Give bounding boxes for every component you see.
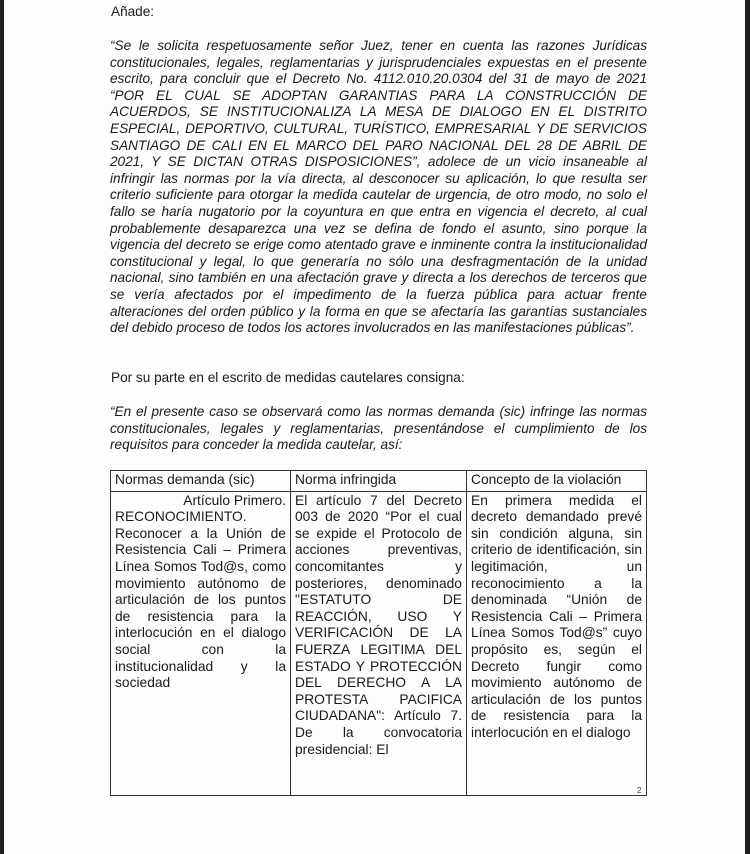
header-norma-infringida: Norma infringida	[291, 471, 467, 492]
document-page	[4, 0, 745, 854]
article-heading: Artículo Primero.	[183, 492, 286, 508]
middle-paragraph: Por su parte en el escrito de medidas cautelares consigna:	[111, 370, 465, 385]
page-number: 2	[637, 786, 642, 795]
article-body: Reconocer a la Unión de Resistencia Cali – Primera Línea Somos Tod@s, como movimiento autónomo de articulación de los puntos de resistencia para la interlocución en el dialogo social con la institucionalidad y la sociedad	[115, 525, 286, 691]
cell-normas-demanda	[111, 491, 291, 795]
header-concepto-violacion: Concepto de la violación	[467, 471, 647, 492]
table-header-row	[111, 471, 647, 492]
article-title: RECONOCIMIENTO.	[115, 509, 247, 525]
violations-table	[110, 470, 647, 796]
table-row	[111, 491, 647, 795]
header-normas-demanda: Normas demanda (sic)	[111, 471, 291, 492]
cell-norma-infringida: El artículo 7 del Decreto 003 de 2020 “Por el cual se expide el Protocolo de acciones preventivas, concomitantes y posteriores, denominado "ESTATUTO DE REACCIÓN, USO Y VERIFICACIÓN DE LA FUERZA LEGITIMA DEL ESTADO Y PROTECCIÓN DEL DERECHO A LA PROTESTA PACIFICA CIUDADANA": Artículo 7. De la convocatoria presidencial: El	[291, 491, 467, 795]
intro-text: Añade:	[111, 4, 155, 19]
quoted-measures-paragraph: “En el presente caso se observará como las normas demanda (sic) infringe las normas constitucionales, legales y reglamentarias, presentándose el cumplimiento de los requisitos para conceder la medida cautelar, así:	[110, 404, 647, 453]
cell-concepto-violacion: En primera medida el decreto demandado prevé sin condición alguna, sin criterio de identificación, sin legitimación, un reconocimiento a la denominada “Unión de Resistencia Cali – Primera Línea Somos Tod@s” cuyo propósito es, según el Decreto fungir como movimiento autónomo de articulación de los puntos de resistencia para la interlocución en el dialogo	[467, 491, 647, 795]
quoted-request-paragraph: “Se le solicita respetuosamente señor Juez, tener en cuenta las razones Jurídicas constitucionales, legales, reglamentarias y jurisprudenciales expuestas en el presente escrito, para concluir que el Decreto No. 4112.010.20.0304 del 31 de mayo de 2021 “POR EL CUAL SE ADOPTAN GARANTIAS PARA LA CONSTRUCCIÓN DE ACUERDOS, SE INSTITUCIONALIZA LA MESA DE DIALOGO EN EL DISTRITO ESPECIAL, DEPORTIVO, CULTURAL, TURÍSTICO, EMPRESARIAL Y DE SERVICIOS SANTIAGO DE CALI EN EL MARCO DEL PARO NACIONAL DEL 28 DE ABRIL DE 2021, Y SE DICTAN OTRAS DISPOSICIONES”, adolece de un vicio insaneable al infringir las normas por la vía directa, al desconocer su aplicación, lo que resulta ser criterio suficiente para otorgar la medida cautelar de urgencia, de otro modo, no solo el fallo se haría nugatorio por la coyuntura en que entra en vigencia el decreto, al cual probablemente desaparezca una vez se defina de fondo el asunto, sino porque la vigencia del decreto se erige como atentado grave e inminente contra la institucionalidad constitucional y legal, lo que generaría no sólo una desfragmentación de la unidad nacional, sino también en una afectación grave y directa a los derechos de terceros que se vería afectados por el impedimento de la fuerza pública para actuar frente alteraciones del orden público y la forma en que se afectaría las garantías sustanciales del debido proceso de todos los actores involucrados en las manifestaciones públicas”.	[110, 38, 647, 336]
